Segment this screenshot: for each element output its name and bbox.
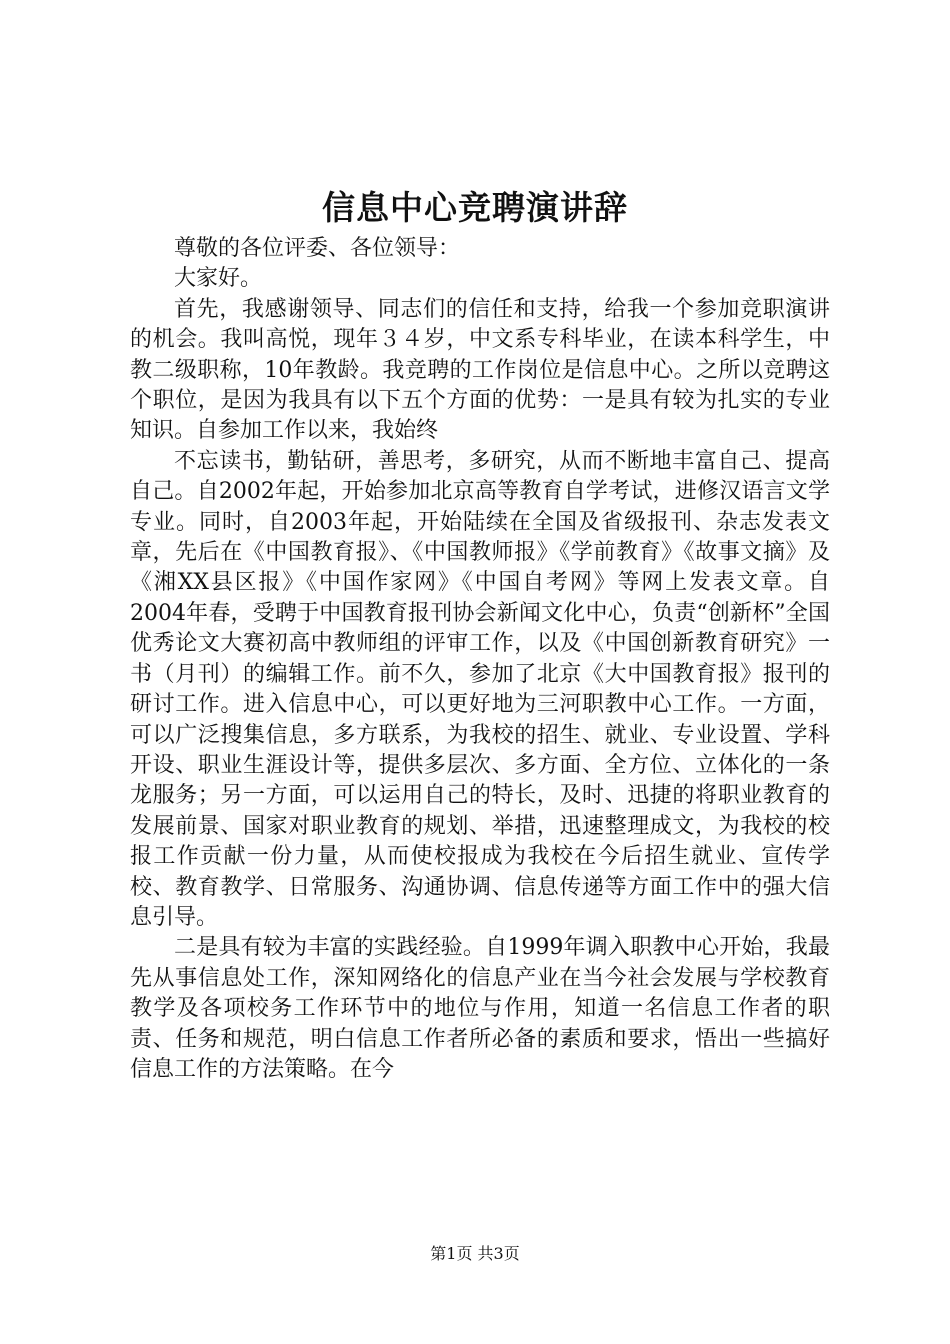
paragraph-3: 二是具有较为丰富的实践经验。自1999年调入职教中心开始，我最先从事信息处工作，深知网络化的信息产业在当今社会发展与学校教育教学及各项校务工作环节中的地位与作用，知道一名信息工作者的职责、任务和规范，明白信息工作者所必备的素质和要求，悟出一些搞好信息工作的方法策略。在今 [130,935,830,1082]
document-body [130,234,830,1085]
page-footer: 第1页 共3页 [430,1244,520,1263]
salutation: 尊敬的各位评委、各位领导： [174,236,461,261]
paragraph-2: 不忘读书，勤钻研，善思考，多研究，从而不断地丰富自己、提高自己。自2002年起，开始参加北京高等教育自学考试，进修汉语言文学专业。同时，自2003年起，开始陆续在全国及省级报刊、杂志发表文章，先后在《中国教育报》、《中国教师报》《学前教育》《故事文摘》及《湘XX县区报》《中国作家网》《中国自考网》等网上发表文章。自2004年春，受聘于中国教育报刊协会新闻文化中心，负责“创新杯”全国优秀论文大赛初高中教师组的评审工作，以及《中国创新教育研究》一书（月刊）的编辑工作。前不久，参加了北京《大中国教育报》报刊的研讨工作。进入信息中心，可以更好地为三河职教中心工作。一方面，可以广泛搜集信息，多方联系，为我校的招生、就业、专业设置、学科开设、职业生涯设计等，提供多层次、多方面、全方位、立体化的一条龙服务；另一方面，可以运用自己的特长，及时、迅捷的将职业教育的发展前景、国家对职业教育的规划、举措，迅速整理成文，为我校的校报工作贡献一份力量，从而使校报成为我校在今后招生就业、宣传学校、教育教学、日常服务、沟通协调、信息传递等方面工作中的强大信息引导。 [130,448,830,930]
greeting: 大家好。 [174,266,263,292]
paragraph-1: 首先，我感谢领导、同志们的信任和支持，给我一个参加竞职演讲的机会。我叫高悦，现年３４岁，中文系专科毕业，在读本科学生，中教二级职称，10年教龄。我竞聘的工作岗位是信息中心。之所以竞聘这个职位，是因为我具有以下五个方面的优势：一是具有较为扎实的专业知识。自参加工作以来，我始终 [130,296,830,444]
document-title: 信息中心竞聘演讲辞 [322,188,628,227]
